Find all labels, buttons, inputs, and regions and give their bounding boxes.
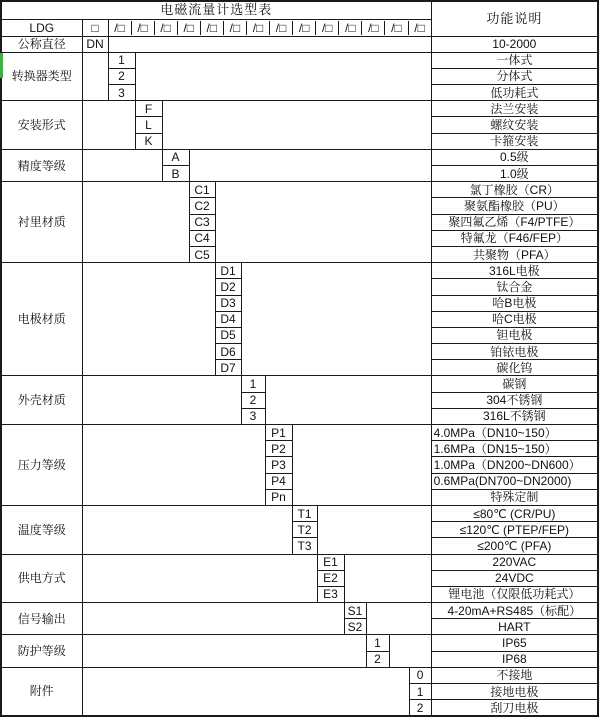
option-code: B <box>162 166 189 182</box>
model-option-slot: /□ <box>384 21 407 35</box>
option-code: 1 <box>366 635 389 651</box>
option-desc: 氯丁橡胶（CR） <box>431 182 598 198</box>
model-option-slot: /□ <box>315 21 338 35</box>
option-desc: 一体式 <box>431 52 598 68</box>
option-code: 1 <box>108 52 135 68</box>
spacer-cell <box>82 667 409 716</box>
option-code: 2 <box>366 651 389 667</box>
category-accuracy: 精度等级 <box>1 149 82 181</box>
spacer-cell <box>389 635 431 667</box>
category-install-form: 安装形式 <box>1 101 82 150</box>
model-option-slot: /□ <box>131 21 154 35</box>
option-code: C4 <box>189 230 215 246</box>
category-dn: 公称直径 <box>1 36 82 52</box>
function-column-header: 功能说明 <box>431 1 598 36</box>
option-desc: 法兰安装 <box>431 101 598 117</box>
spacer-cell <box>215 182 431 263</box>
option-code: 0 <box>409 667 431 683</box>
option-code: C3 <box>189 214 215 230</box>
spacer-cell <box>162 101 431 150</box>
option-desc: 分体式 <box>431 68 598 84</box>
option-desc: 0.5级 <box>431 149 598 165</box>
option-desc: 304不锈钢 <box>431 392 598 408</box>
option-code: D7 <box>215 360 241 376</box>
option-desc: 1.0级 <box>431 166 598 182</box>
option-desc: HART <box>431 619 598 635</box>
option-code: T3 <box>292 538 317 554</box>
option-code: D4 <box>215 311 241 327</box>
option-desc: 10-2000 <box>431 36 598 52</box>
option-desc: IP65 <box>431 635 598 651</box>
spacer-cell <box>241 263 431 376</box>
option-code: D3 <box>215 295 241 311</box>
option-desc: 1.6MPa（DN15~150） <box>431 441 598 457</box>
option-desc: 聚四氟乙烯（F4/PTFE） <box>431 214 598 230</box>
model-option-slot: /□ <box>114 20 125 35</box>
option-code: E2 <box>317 570 344 586</box>
option-code: 2 <box>108 68 135 84</box>
category-protection-rating: 防护等级 <box>1 635 82 667</box>
table-title: 电磁流量计选型表 <box>1 1 431 19</box>
option-code: C1 <box>189 182 215 198</box>
spacer-cell <box>82 425 265 506</box>
option-code: 3 <box>241 408 265 424</box>
model-option-slot: /□ <box>408 21 431 35</box>
option-code: D5 <box>215 327 241 343</box>
model-option-slot: /□ <box>269 21 292 35</box>
category-converter-type: 转换器类型 <box>1 52 82 101</box>
option-desc: 特殊定制 <box>431 489 598 505</box>
spacer-cell <box>292 425 431 506</box>
category-temperature-rating: 温度等级 <box>1 505 82 554</box>
spacer-cell <box>82 554 317 603</box>
option-desc: ≤120℃ (PTEP/FEP) <box>431 522 598 538</box>
option-code: P1 <box>265 425 292 441</box>
option-code: P2 <box>265 441 292 457</box>
option-code: 1 <box>241 376 265 392</box>
option-desc: 碳钢 <box>431 376 598 392</box>
category-lining-material: 衬里材质 <box>1 182 82 263</box>
spacer-cell <box>265 376 431 425</box>
option-code: 1 <box>409 684 431 700</box>
option-code: T2 <box>292 522 317 538</box>
option-desc: 锂电池（仅限低功耗式） <box>431 586 598 602</box>
option-code: T1 <box>292 505 317 521</box>
option-desc: 共聚物（PFA） <box>431 246 598 262</box>
option-desc: 低功耗式 <box>431 85 598 101</box>
option-code: 2 <box>409 700 431 716</box>
category-signal-output: 信号输出 <box>1 603 82 635</box>
spacer-cell <box>82 505 292 554</box>
spacer-cell <box>82 376 241 425</box>
option-code: P4 <box>265 473 292 489</box>
option-desc: 钛合金 <box>431 279 598 295</box>
model-dn-slot: □ <box>82 19 108 36</box>
option-desc: 哈B电极 <box>431 295 598 311</box>
option-desc: 碳化钨 <box>431 360 598 376</box>
option-desc: 1.0MPa（DN200~DN600） <box>431 457 598 473</box>
category-housing-material: 外壳材质 <box>1 376 82 425</box>
option-code: D1 <box>215 263 241 279</box>
option-desc: 接地电极 <box>431 684 598 700</box>
model-option-slot: /□ <box>200 21 223 35</box>
option-code: S1 <box>344 603 366 619</box>
spacer-cell <box>135 52 431 101</box>
model-option-slot: /□ <box>177 21 200 35</box>
spacer-cell <box>82 149 162 181</box>
option-code: C2 <box>189 198 215 214</box>
spacer-cell <box>108 36 431 52</box>
spacer-cell <box>344 554 431 603</box>
option-code: S2 <box>344 619 366 635</box>
option-desc: 螺纹安装 <box>431 117 598 133</box>
option-code: A <box>162 149 189 165</box>
model-option-slot: /□ <box>292 21 315 35</box>
option-desc: 24VDC <box>431 570 598 586</box>
option-code: Pn <box>265 489 292 505</box>
option-desc: 钽电极 <box>431 327 598 343</box>
category-electrode-material: 电极材质 <box>1 263 82 376</box>
option-desc: 刮刀电极 <box>431 700 598 716</box>
option-desc: 特氟龙（F46/FEP） <box>431 230 598 246</box>
option-desc: IP68 <box>431 651 598 667</box>
model-option-slot: /□ <box>223 21 246 35</box>
spacer-cell <box>317 505 431 554</box>
model-option-slot: /□ <box>338 21 361 35</box>
option-code: C5 <box>189 246 215 262</box>
option-code: F <box>135 101 162 117</box>
model-prefix: LDG <box>1 19 82 36</box>
spacer-cell <box>82 263 215 376</box>
category-pressure-rating: 压力等级 <box>1 425 82 506</box>
option-code: E1 <box>317 554 344 570</box>
model-slots <box>108 19 431 36</box>
option-desc: 4-20mA+RS485（标配） <box>431 603 598 619</box>
spacer-cell <box>366 603 431 635</box>
model-slot-row <box>109 21 431 35</box>
option-code: 3 <box>108 85 135 101</box>
model-option-slot: /□ <box>246 21 269 35</box>
option-desc: 聚氨酯橡胶（PU） <box>431 198 598 214</box>
spacer-cell <box>82 52 108 101</box>
spacer-cell <box>82 635 366 667</box>
spacer-cell <box>189 149 431 181</box>
option-code: E3 <box>317 586 344 602</box>
category-power-supply: 供电方式 <box>1 554 82 603</box>
option-code: D6 <box>215 344 241 360</box>
option-desc: ≤80℃ (CR/PU) <box>431 505 598 521</box>
model-option-slot: /□ <box>154 21 177 35</box>
option-code: 2 <box>241 392 265 408</box>
option-desc: 220VAC <box>431 554 598 570</box>
option-code: DN <box>82 36 108 52</box>
spacer-cell <box>82 603 344 635</box>
model-option-slot: /□ <box>361 21 384 35</box>
option-desc: 铂铱电极 <box>431 344 598 360</box>
option-code: P3 <box>265 457 292 473</box>
spacer-cell <box>82 101 135 150</box>
option-desc: 哈C电极 <box>431 311 598 327</box>
screenshot-edge-artifact <box>0 53 3 78</box>
option-desc: ≤200℃ (PFA) <box>431 538 598 554</box>
option-desc: 卡箍安装 <box>431 133 598 149</box>
option-code: L <box>135 117 162 133</box>
option-code: D2 <box>215 279 241 295</box>
option-desc: 316L电极 <box>431 263 598 279</box>
option-desc: 0.6MPa(DN700~DN2000) <box>431 473 598 489</box>
option-desc: 不接地 <box>431 667 598 683</box>
option-desc: 316L不锈钢 <box>431 408 598 424</box>
option-desc: 4.0MPa（DN10~150） <box>431 425 598 441</box>
spacer-cell <box>82 182 189 263</box>
category-accessory: 附件 <box>1 667 82 716</box>
option-code: K <box>135 133 162 149</box>
